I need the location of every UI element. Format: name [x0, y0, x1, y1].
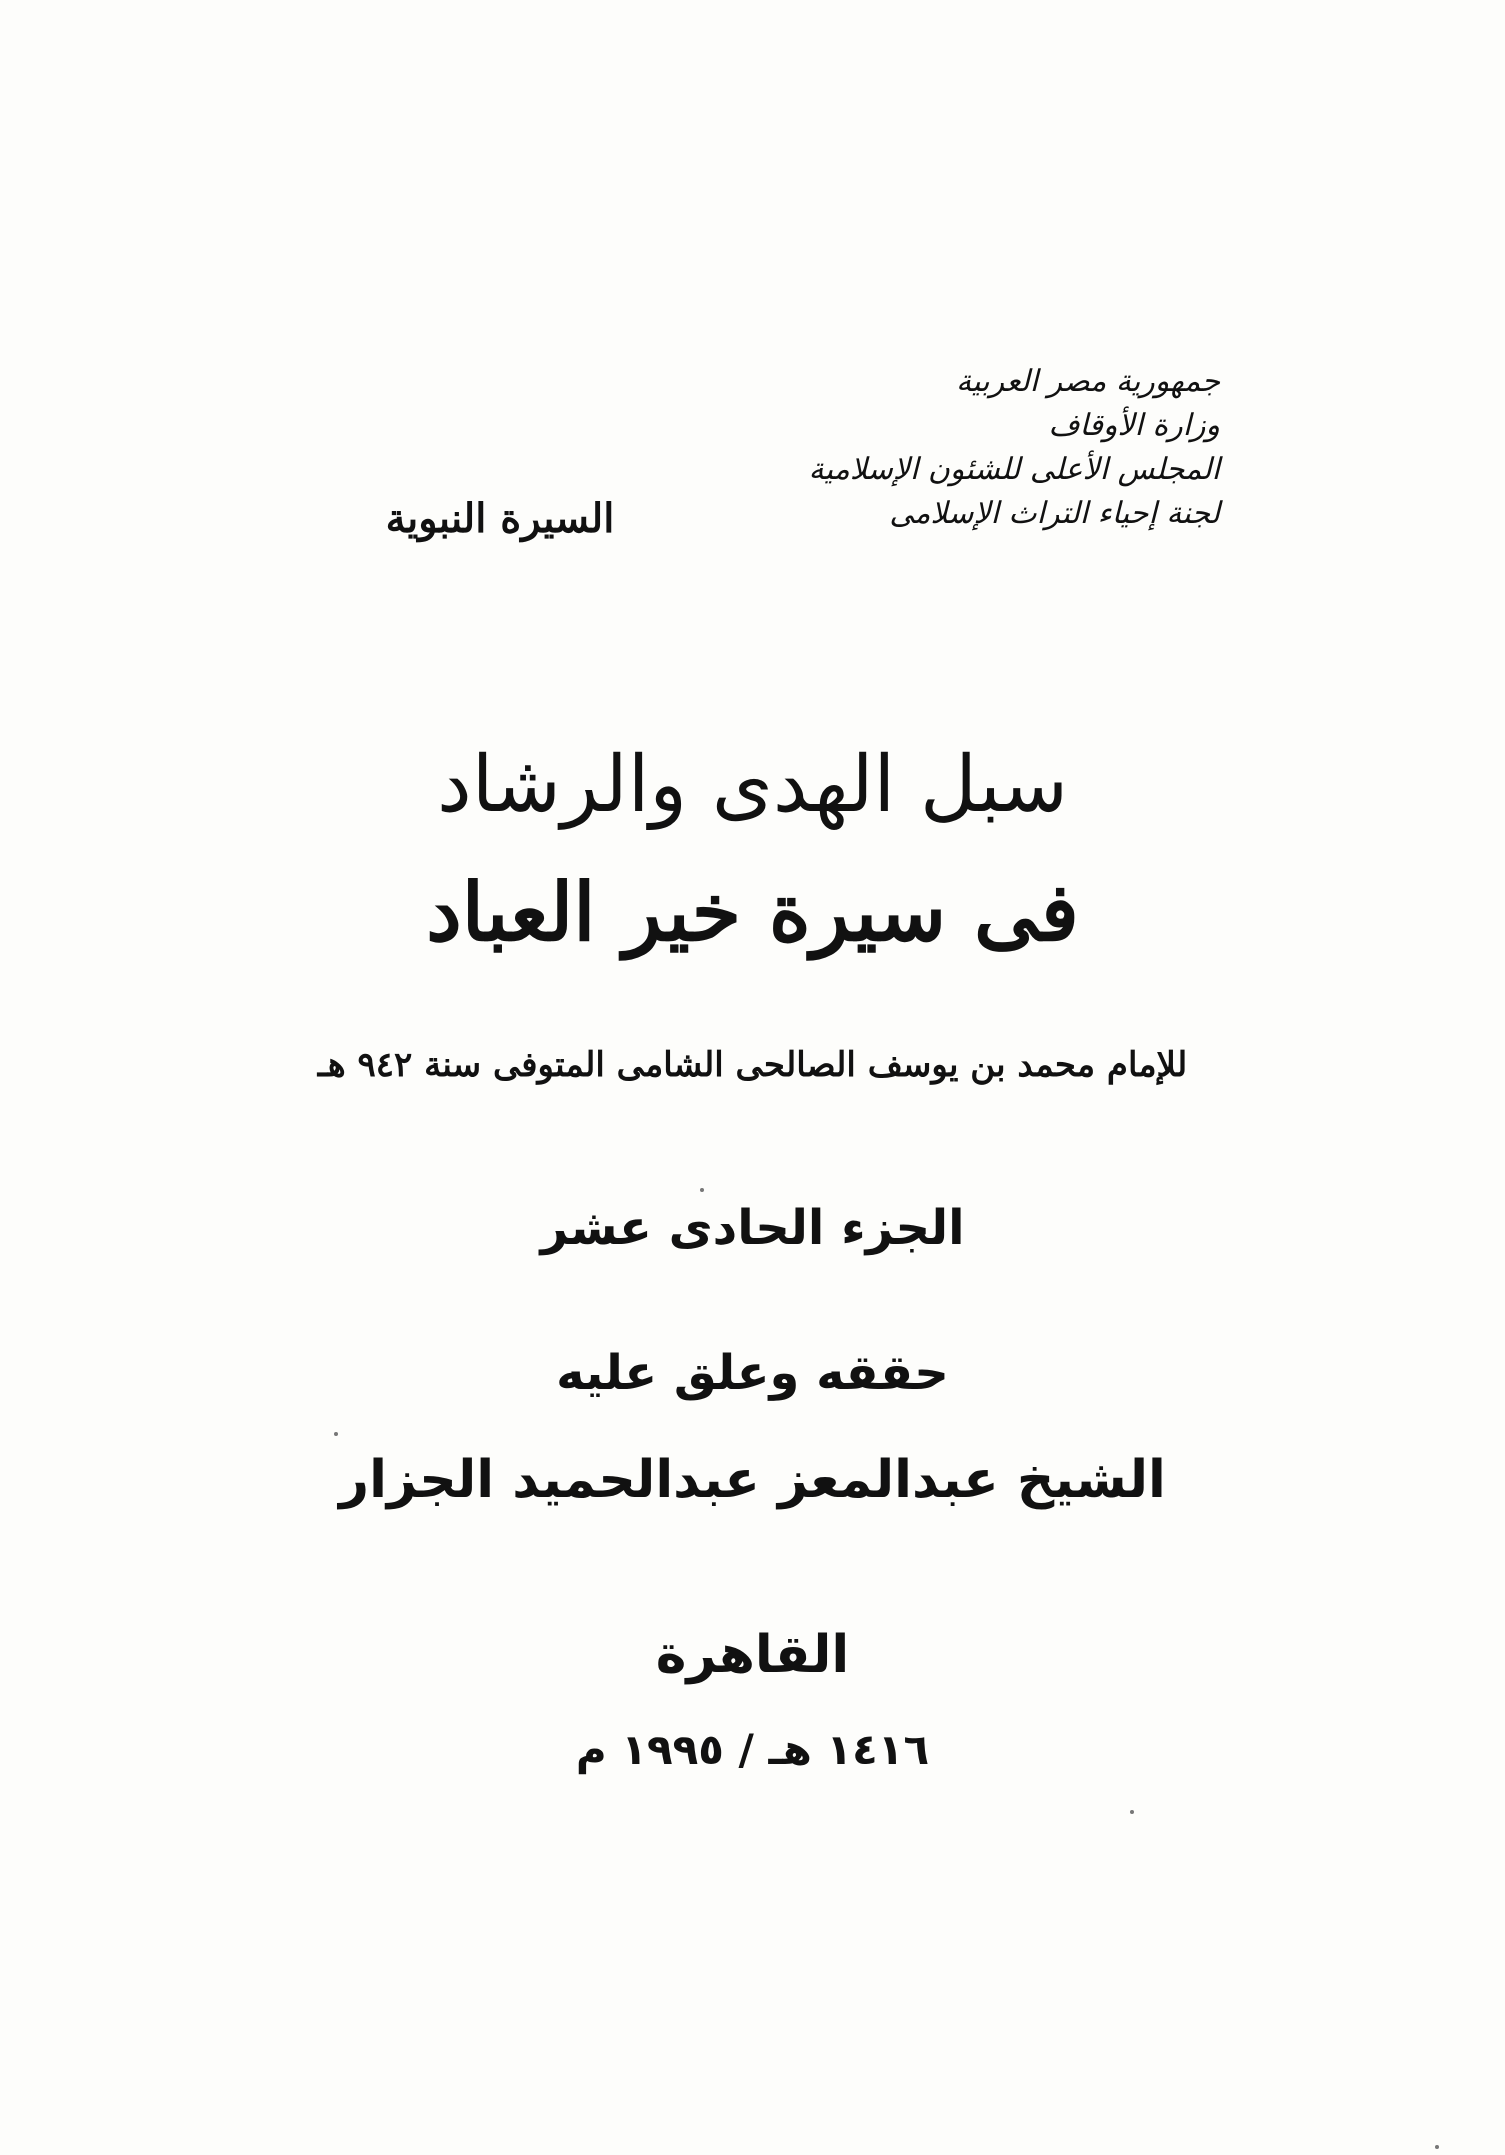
paper-speck — [1435, 2145, 1439, 2149]
editor-name: الشيخ عبدالمعز عبدالحميد الجزار — [339, 1450, 1166, 1510]
header-line-ministry: وزارة الأوقاف — [1048, 408, 1220, 443]
paper-speck — [700, 1188, 704, 1192]
header-line-country: جمهورية مصر العربية — [956, 364, 1220, 399]
publication-date: ١٤١٦ هـ / ١٩٩٥ م — [575, 1725, 930, 1774]
publisher-header — [800, 360, 1220, 536]
book-title: سبل الهدى والرشاد — [437, 740, 1068, 830]
author-line: للإمام محمد بن يوسف الصالحى الشامى المتوفى سنة ٩٤٢ هـ — [317, 1045, 1188, 1085]
header-line-council: المجلس الأعلى للشئون الإسلامية — [808, 452, 1220, 487]
header-line-committee: لجنة إحياء التراث الإسلامى — [889, 496, 1220, 531]
editor-label: حققه وعلق عليه — [556, 1345, 949, 1401]
paper-speck — [1130, 1810, 1134, 1814]
volume-label: الجزء الحادى عشر — [540, 1200, 965, 1256]
book-subtitle: فى سيرة خير العباد — [426, 865, 1079, 959]
series-title: السيرة النبوية — [385, 495, 615, 542]
publication-city: القاهرة — [655, 1625, 850, 1685]
paper-speck — [334, 1432, 338, 1436]
